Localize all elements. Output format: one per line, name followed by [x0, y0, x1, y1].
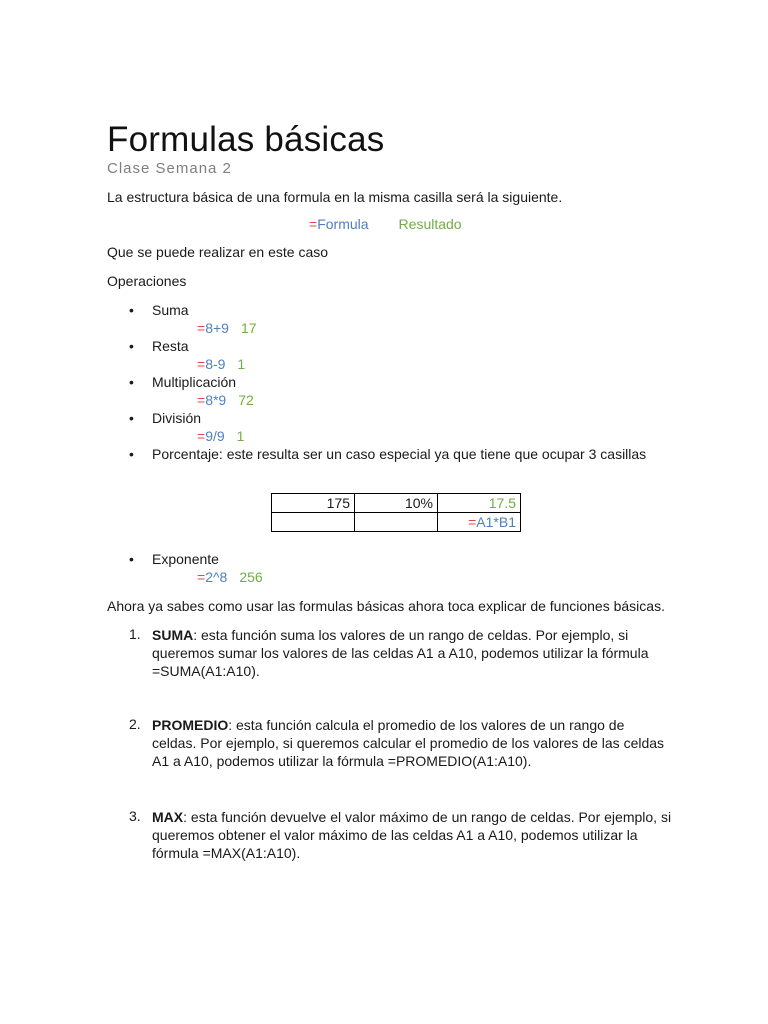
bullet-icon: •	[129, 410, 134, 426]
operation-expression: 8-9	[205, 356, 226, 372]
operation-expression: 9/9	[205, 428, 225, 444]
list-number: 1.	[129, 626, 141, 642]
bullet-icon: •	[129, 302, 134, 318]
table-cell: 10%	[355, 494, 438, 513]
equals-sign: =	[197, 356, 206, 372]
operation-result: 1	[236, 428, 245, 444]
bullet-icon: •	[129, 338, 134, 354]
function-description: : esta función suma los valores de un rango de celdas. Por ejemplo, si queremos sumar los valores de las celdas A1 a A10, podemos utilizar la fórmula =SUMA(A1:A10).	[152, 627, 649, 679]
intro-paragraph: La estructura básica de una formula en la misma casilla será la siguiente.	[107, 189, 563, 205]
formula-label: Formula	[317, 216, 369, 232]
table-row	[272, 513, 521, 532]
operation-example	[197, 392, 254, 408]
equals-sign: =	[197, 392, 206, 408]
equals-sign: =	[197, 428, 206, 444]
percentage-table	[271, 493, 521, 532]
table-cell: 175	[272, 494, 355, 513]
operation-result: 17	[240, 320, 257, 336]
function-item	[152, 626, 672, 680]
formula-example	[309, 215, 462, 233]
operation-result: 72	[238, 392, 254, 408]
operation-result: 1	[237, 356, 246, 372]
operation-name: Exponente	[152, 551, 219, 567]
result-label: Resultado	[398, 216, 462, 232]
equals-sign: =	[197, 320, 206, 336]
list-number: 3.	[129, 808, 141, 824]
operation-expression: 8+9	[205, 320, 229, 336]
table-cell	[272, 513, 355, 532]
bullet-icon: •	[129, 446, 134, 462]
operation-name: Suma	[152, 302, 189, 318]
cell-formula: A1*B1	[476, 514, 516, 530]
list-number: 2.	[129, 716, 141, 732]
bullet-icon: •	[129, 551, 134, 567]
function-name: SUMA	[152, 627, 194, 643]
question-paragraph: Que se puede realizar en este caso	[107, 244, 329, 260]
page-title: Formulas básicas	[107, 120, 385, 159]
bullet-icon: •	[129, 374, 134, 390]
page-subtitle: Clase Semana 2	[107, 160, 232, 177]
function-description: : esta función devuelve el valor máximo de un rango de celdas. Por ejemplo, si queremos obtener el valor máximo de las celdas A1 a A10, podemos utilizar la fórmula =MAX(A1:A10).	[152, 809, 672, 861]
operation-expression: 2^8	[205, 569, 228, 585]
function-description: : esta función calcula el promedio de los valores de un rango de celdas. Por ejemplo, si queremos calcular el promedio de los valores de las celdas A1 a A10, podemos utilizar la fórmula =PROMEDIO(A1:A10).	[152, 717, 665, 769]
equals-sign: =	[197, 569, 206, 585]
function-name: MAX	[152, 809, 184, 825]
transition-paragraph: Ahora ya sabes como usar las formulas básicas ahora toca explicar de funciones básicas.	[107, 598, 665, 614]
operations-heading: Operaciones	[107, 273, 187, 289]
operation-name: Multiplicación	[152, 374, 237, 390]
operation-example	[197, 356, 245, 372]
function-item	[152, 808, 672, 862]
equals-sign: =	[309, 216, 318, 232]
operation-name: División	[152, 410, 202, 426]
percentage-text: Porcentaje: este resulta ser un caso especial ya que tiene que ocupar 3 casillas	[152, 446, 647, 462]
equals-sign: =	[468, 514, 477, 530]
table-cell	[355, 513, 438, 532]
table-row	[272, 494, 521, 513]
operation-example	[197, 569, 263, 585]
operation-expression: 8*9	[205, 392, 227, 408]
table-cell-formula	[438, 513, 521, 532]
operation-name: Resta	[152, 338, 189, 354]
table-cell-result: 17.5	[438, 494, 521, 513]
function-item	[152, 716, 672, 770]
operation-example	[197, 428, 244, 444]
function-name: PROMEDIO	[152, 717, 229, 733]
operation-result: 256	[239, 569, 263, 585]
operation-example	[197, 320, 257, 336]
